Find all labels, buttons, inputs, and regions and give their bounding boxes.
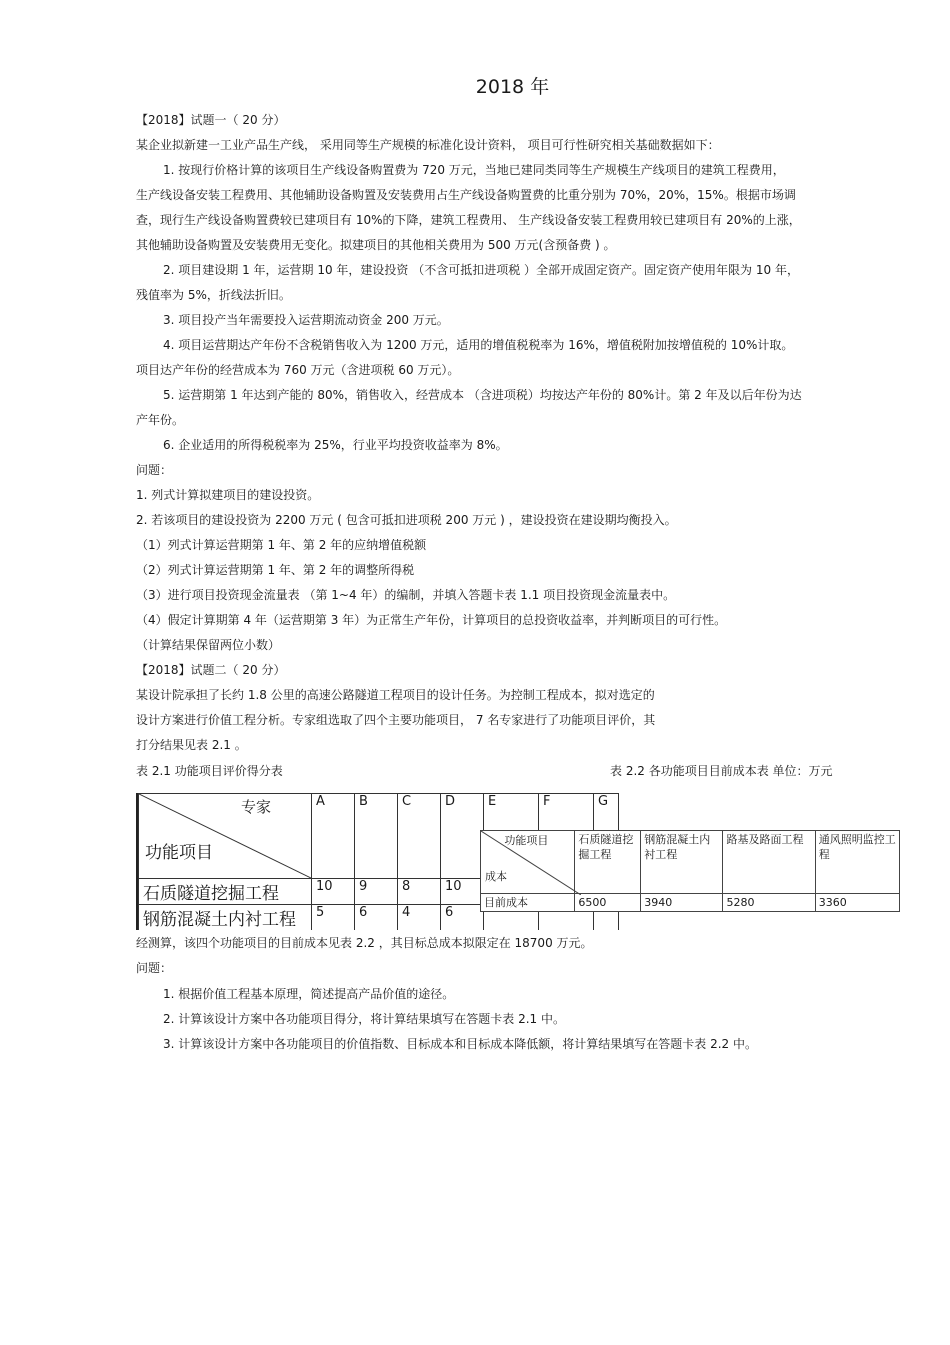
q1-intro: 某企业拟新建一工业产品生产线， 采用同等生产规模的标准化设计资料， 项目可行性研究相关基础数据如下： xyxy=(136,138,720,152)
table-2-1-diagonal-header xyxy=(139,794,312,879)
diag-label-function: 功能项目 xyxy=(504,834,549,847)
q1-item1-line3: 查，现行生产线设备购置费较已建项目有 10%的下降，建筑工程费用、 生产线设备安装工程费用较已建项目有 20%的上涨， xyxy=(136,213,801,227)
col-header: 钢筋混凝土内衬工程 xyxy=(641,831,723,894)
expert-col-f: F xyxy=(539,794,594,879)
q2-questions-label: 问题： xyxy=(136,961,173,975)
diagonal-line xyxy=(139,794,311,878)
table-2-1-caption: 表 2.1 功能项目评价得分表 xyxy=(136,764,283,778)
q2-question-1: 1. 根据价值工程基本原理，简述提高产品价值的途径。 xyxy=(163,987,455,1001)
q2-after-table: 经测算，该四个功能项目的目前成本见表 2.2 ，其目标总成本拟限定在 18700 万元。 xyxy=(136,936,593,950)
table-row xyxy=(481,894,900,912)
cost-cell: 5280 xyxy=(723,894,815,912)
q1-question-2-4: （4）假定计算期第 4 年（运营期第 3 年）为正常生产年份，计算项目的总投资收益率，并判断项目的可行性。 xyxy=(136,613,727,627)
q1-questions-label: 问题： xyxy=(136,463,173,477)
expert-col-g: G xyxy=(594,794,619,879)
q1-question-1: 1. 列式计算拟建项目的建设投资。 xyxy=(136,488,320,502)
q1-item4-line2: 项目达产年份的经营成本为 760 万元（含进项税 60 万元）。 xyxy=(136,363,460,377)
q2-intro-line3: 打分结果见表 2.1 。 xyxy=(136,738,247,752)
table-2-2 xyxy=(480,830,900,912)
q2-question-3: 3. 计算该设计方案中各功能项目的价值指数、目标成本和目标成本降低额，将计算结果填写在答题卡表 2.2 中。 xyxy=(163,1037,757,1051)
q1-question-2-2: （2）列式计算运营期第 1 年、第 2 年的调整所得税 xyxy=(136,563,415,577)
diag-label-function: 功能项目 xyxy=(145,843,213,863)
expert-col-b: B xyxy=(355,794,398,879)
q1-item2-line1: 2. 项目建设期 1 年，运营期 10 年，建设投资 （不含可抵扣进项税 ）全部开成固定资产。固定资产使用年限为 10 年， xyxy=(163,263,799,277)
row-label: 钢筋混凝土内衬工程 xyxy=(139,905,312,931)
q1-header: 【2018】试题一（ 20 分） xyxy=(136,113,286,127)
q1-item1-line4: 其他辅助设备购置及安装费用无变化。拟建项目的其他相关费用为 500 万元(含预备费 ) 。 xyxy=(136,238,616,252)
expert-col-c: C xyxy=(398,794,441,879)
score-cell: 5 xyxy=(312,905,355,931)
q1-question-2-3: （3）进行项目投资现金流量表 （第 1~4 年）的编制，并填入答题卡表 1.1 项目投资现金流量表中。 xyxy=(136,588,676,602)
cost-cell: 6500 xyxy=(575,894,641,912)
q1-item1-line2: 生产线设备安装工程费用、其他辅助设备购置及安装费用占生产线设备购置费的比重分别为 70%，20%，15%。根据市场调 xyxy=(136,188,796,202)
q1-item3: 3. 项目投产当年需要投入运营期流动资金 200 万元。 xyxy=(163,313,449,327)
col-header: 通风照明监控工程 xyxy=(815,831,899,894)
table-2-2-caption: 表 2.2 各功能项目目前成本表 单位：万元 xyxy=(610,764,833,778)
score-cell: 9 xyxy=(355,879,398,905)
expert-col-e: E xyxy=(484,794,539,879)
score-cell: 10 xyxy=(441,879,484,905)
page-title: 2018 年 xyxy=(475,76,550,98)
cost-cell: 3940 xyxy=(641,894,723,912)
cost-cell: 3360 xyxy=(815,894,899,912)
score-cell: 10 xyxy=(312,879,355,905)
expert-col-a: A xyxy=(312,794,355,879)
expert-col-d: D xyxy=(441,794,484,879)
q1-item2-line2: 残值率为 5%，折线法折旧。 xyxy=(136,288,291,302)
score-cell: 6 xyxy=(441,905,484,931)
q2-question-2: 2. 计算该设计方案中各功能项目得分，将计算结果填写在答题卡表 2.1 中。 xyxy=(163,1012,565,1026)
q2-intro-line2: 设计方案进行价值工程分析。专家组选取了四个主要功能项目， 7 名专家进行了功能项目评价，其 xyxy=(136,713,656,727)
row-label: 石质隧道挖掘工程 xyxy=(139,879,312,905)
q1-question-2: 2. 若该项目的建设投资为 2200 万元 ( 包含可抵扣进项税 200 万元 ) ，建设投资在建设期均衡投入。 xyxy=(136,513,677,527)
q1-item5-line1: 5. 运营期第 1 年达到产能的 80%，销售收入，经营成本 （含进项税）均按达产年份的 80%计。第 2 年及以后年份为达 xyxy=(163,388,802,402)
score-cell: 8 xyxy=(398,879,441,905)
q1-question-2-1: （1）列式计算运营期第 1 年、第 2 年的应纳增值税额 xyxy=(136,538,427,552)
score-cell: 6 xyxy=(355,905,398,931)
table-2-2-diagonal-header xyxy=(481,831,575,894)
diag-label-experts: 专家 xyxy=(240,798,271,816)
col-header: 路基及路面工程 xyxy=(723,831,815,894)
q1-item6: 6. 企业适用的所得税税率为 25%，行业平均投资收益率为 8%。 xyxy=(163,438,508,452)
q1-item5-line2: 产年份。 xyxy=(136,413,185,427)
q2-header: 【2018】试题二（ 20 分） xyxy=(136,663,286,677)
q1-note: （计算结果保留两位小数） xyxy=(136,638,281,652)
q1-item1-line1: 1. 按现行价格计算的该项目生产线设备购置费为 720 万元，当地已建同类同等生产规模生产线项目的建筑工程费用， xyxy=(163,163,785,177)
row-label: 目前成本 xyxy=(481,894,575,912)
q2-intro-line1: 某设计院承担了长约 1.8 公里的高速公路隧道工程项目的设计任务。为控制工程成本，拟对选定的 xyxy=(136,688,655,702)
q1-item4-line1: 4. 项目运营期达产年份不含税销售收入为 1200 万元，适用的增值税税率为 16%，增值税附加按增值税的 10%计取。 xyxy=(163,338,794,352)
score-cell: 4 xyxy=(398,905,441,931)
diag-label-cost: 成本 xyxy=(485,870,507,883)
col-header: 石质隧道挖掘工程 xyxy=(575,831,641,894)
